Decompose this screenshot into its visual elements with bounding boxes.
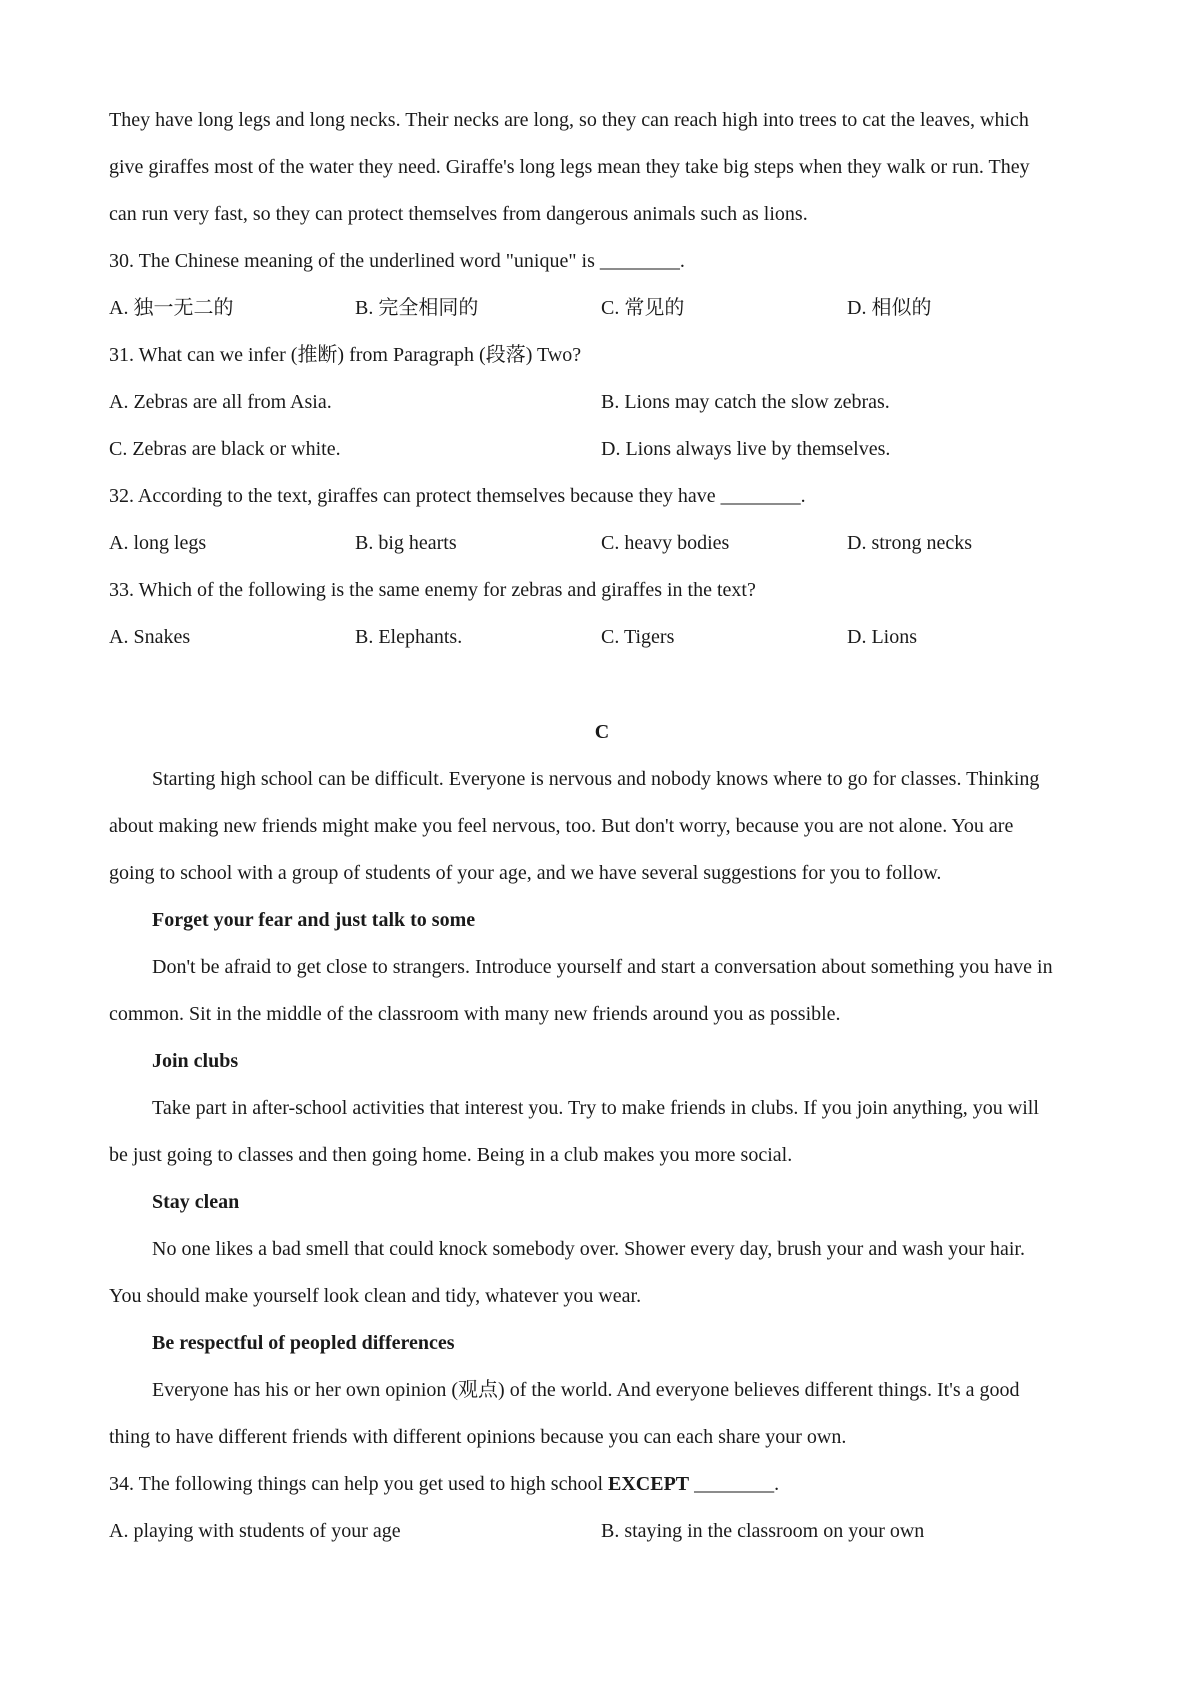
paragraph-line: Starting high school can be difficult. Everyone is nervous and nobody knows where to go for classes. Thinking — [152, 768, 1040, 790]
tip-4 — [109, 1320, 1095, 1461]
paragraph-line: They have long legs and long necks. Their necks are long, so they can reach high into trees to cat the leaves, which — [109, 109, 1029, 131]
option-a: A. Snakes — [109, 626, 191, 648]
option-b: B. big hearts — [355, 532, 457, 554]
paragraph-line: Everyone has his or her own opinion (观点) of the world. And everyone believes different things. It's a good — [152, 1379, 1020, 1401]
stem-emphasis: EXCEPT — [608, 1473, 690, 1495]
stem-text: ________. — [689, 1473, 780, 1495]
option-a: A. playing with students of your age — [109, 1520, 401, 1542]
stem-text: 34. The following things can help you get used to high school — [109, 1473, 609, 1495]
option-a: A. long legs — [109, 532, 207, 554]
question-31 — [109, 332, 1095, 473]
paragraph-line: You should make yourself look clean and tidy, whatever you wear. — [109, 1285, 642, 1307]
question-stem: 30. The Chinese meaning of the underlined word "unique" is ________. — [109, 250, 685, 272]
paragraph-line: Don't be afraid to get close to strangers. Introduce yourself and start a conversation about something you have in — [152, 956, 1053, 978]
option-d: D. Lions always live by themselves. — [601, 438, 891, 460]
tip-heading: Be respectful of peopled differences — [152, 1332, 455, 1354]
option-a: A. 独一无二的 — [109, 297, 234, 319]
options-row — [109, 520, 1095, 567]
option-b: B. Elephants. — [355, 626, 463, 648]
paragraph-line: give giraffes most of the water they need. Giraffe's long legs mean they take big steps when they walk or run. They — [109, 156, 1030, 178]
option-b: B. Lions may catch the slow zebras. — [601, 391, 890, 413]
tip-heading: Join clubs — [152, 1050, 239, 1072]
tip-2 — [109, 1038, 1095, 1179]
options-row — [109, 379, 1095, 426]
question-stem: 33. Which of the following is the same enemy for zebras and giraffes in the text? — [109, 579, 756, 601]
paragraph-line: Take part in after-school activities that interest you. Try to make friends in clubs. If you join anything, you will — [152, 1097, 1039, 1119]
question-stem: 31. What can we infer (推断) from Paragraph (段落) Two? — [109, 344, 582, 366]
question-stem — [109, 1461, 1095, 1508]
tip-heading: Forget your fear and just talk to some — [152, 909, 476, 931]
options-row — [109, 1508, 1095, 1555]
options-row — [109, 614, 1095, 661]
section-c-intro — [109, 756, 1095, 897]
paragraph-line: be just going to classes and then going home. Being in a club makes you more social. — [109, 1144, 793, 1166]
question-32 — [109, 473, 1095, 567]
question-33 — [109, 567, 1095, 661]
option-c: C. Tigers — [601, 626, 675, 648]
section-heading-c: C — [594, 721, 610, 743]
option-a: A. Zebras are all from Asia. — [109, 391, 332, 413]
question-34 — [109, 1461, 1095, 1555]
option-c: C. Zebras are black or white. — [109, 438, 341, 460]
options-row — [109, 426, 1095, 473]
paragraph-line: about making new friends might make you feel nervous, too. But don't worry, because you are not alone. You are — [109, 815, 1014, 837]
question-stem: 32. According to the text, giraffes can protect themselves because they have ________. — [109, 485, 806, 507]
option-c: C. 常见的 — [601, 297, 685, 319]
question-30 — [109, 238, 1095, 332]
option-d: D. strong necks — [847, 532, 972, 554]
option-d: D. 相似的 — [847, 297, 932, 319]
options-row — [109, 285, 1095, 332]
option-d: D. Lions — [847, 626, 917, 648]
paragraph-line: thing to have different friends with different opinions because you can each share your own. — [109, 1426, 847, 1448]
passage-b-tail — [109, 97, 1095, 238]
tip-3 — [109, 1179, 1095, 1320]
paragraph-line: No one likes a bad smell that could knock somebody over. Shower every day, brush your and wash your hair. — [152, 1238, 1025, 1260]
option-c: C. heavy bodies — [601, 532, 730, 554]
option-b: B. 完全相同的 — [355, 297, 479, 319]
paragraph-line: can run very fast, so they can protect themselves from dangerous animals such as lions. — [109, 203, 808, 225]
option-b: B. staying in the classroom on your own — [601, 1520, 925, 1542]
paragraph-line: common. Sit in the middle of the classroom with many new friends around you as possible. — [109, 1003, 841, 1025]
tip-heading: Stay clean — [152, 1191, 240, 1213]
tip-1 — [109, 897, 1095, 1038]
paragraph-line: going to school with a group of students of your age, and we have several suggestions for you to follow. — [109, 862, 942, 884]
